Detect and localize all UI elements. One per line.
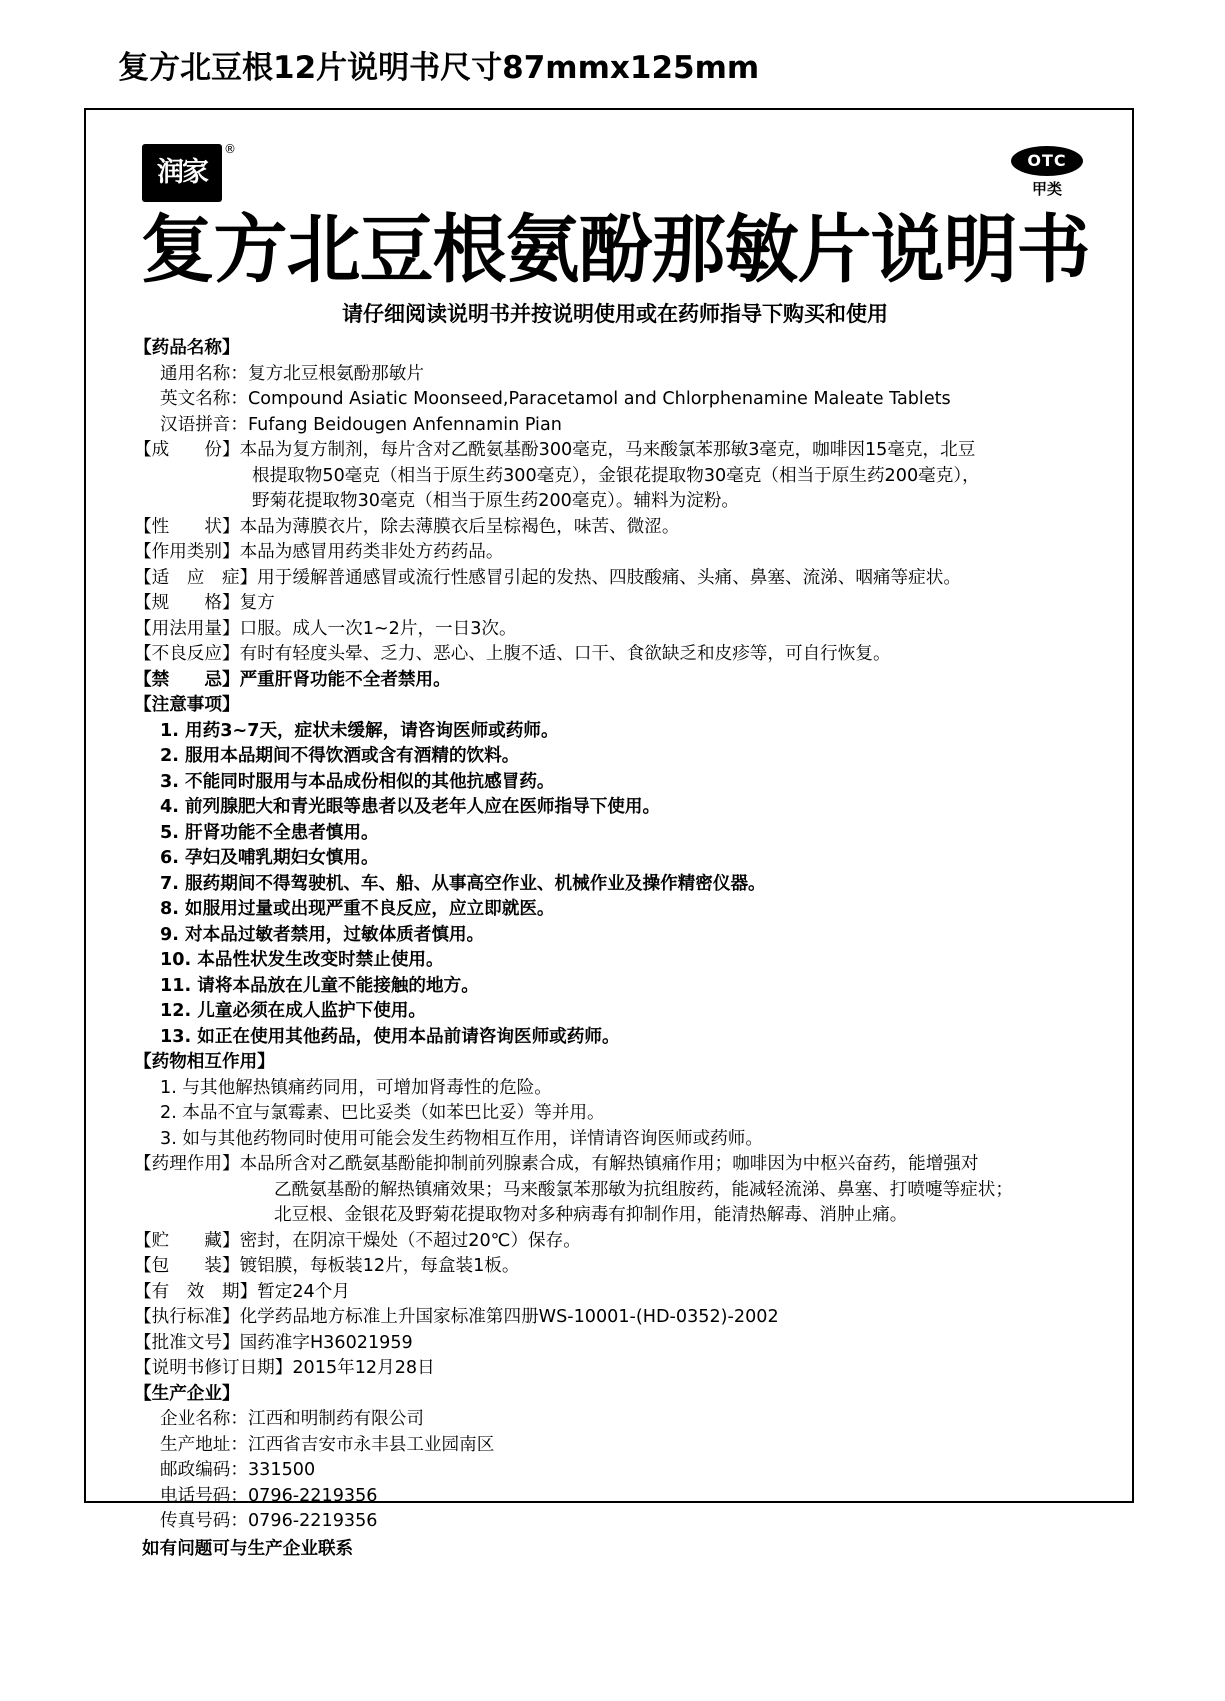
pinyin-value: Fufang Beidougen Anfennamin Pian <box>247 414 562 435</box>
section-manufacturer-head: 【生产企业】 <box>134 1383 240 1404</box>
row-storage <box>134 1229 1096 1255</box>
brand-logo: 润家 <box>142 144 222 202</box>
validity-label: 【有 效 期】 <box>134 1281 258 1302</box>
revision-label: 【说明书修订日期】 <box>134 1358 293 1378</box>
spec-label: 【规 格】 <box>134 593 240 613</box>
section-interaction-head: 【药物相互作用】 <box>134 1052 275 1072</box>
company-fax-value: 0796-2219356 <box>247 1511 378 1531</box>
company-name-value: 江西和明制药有限公司 <box>247 1409 424 1429</box>
pinyin-label: 汉语拼音： <box>160 414 248 435</box>
row-company-zip <box>134 1458 1096 1484</box>
interaction-item: 2. 本品不宜与氯霉素、巴比妥类（如苯巴比妥）等并用。 <box>160 1103 605 1123</box>
row-contraindication <box>134 668 1096 694</box>
note-item: 13. 如正在使用其他药品，使用本品前请咨询医师或药师。 <box>160 1026 620 1047</box>
row-indication <box>134 566 1096 592</box>
note-item: 5. 肝肾功能不全患者慎用。 <box>160 822 379 843</box>
note-item: 4. 前列腺肥大和青光眼等患者以及老年人应在医师指导下使用。 <box>160 797 661 817</box>
property-value: 本品为薄膜衣片，除去薄膜衣后呈棕褐色，味苦、微涩。 <box>239 516 680 537</box>
english-name-value: Compound Asiatic Moonseed,Paracetamol and Chlorphenamine Maleate Tablets <box>247 389 951 409</box>
pharmacology-line-1: 本品所含对乙酰氨基酚能抑制前列腺素合成，有解热镇痛作用；咖啡因为中枢兴奋药，能增强对 <box>239 1154 979 1174</box>
property-label: 【性 状】 <box>134 516 240 537</box>
company-tel-label: 电话号码： <box>160 1485 248 1506</box>
pharmacology-line-3: 北豆根、金银花及野菊花提取物对多种病毒有抑制作用，能清热解毒、消肿止痛。 <box>274 1205 908 1225</box>
ingredients-line-3: 野菊花提取物30毫克（相当于原生药200毫克）。辅料为淀粉。 <box>252 491 740 511</box>
otc-badge <box>1004 146 1090 199</box>
company-address-label: 生产地址： <box>160 1434 248 1455</box>
leaflet-title: 复方北豆根氨酚那敏片说明书 <box>140 207 1090 293</box>
category-label: 【作用类别】 <box>134 542 240 562</box>
package-label: 【包 装】 <box>134 1256 240 1276</box>
note-item: 3. 不能同时服用与本品成份相似的其他抗感冒药。 <box>160 771 555 792</box>
row-adverse <box>134 642 1096 668</box>
row-dosage <box>134 617 1096 643</box>
brand-row <box>134 142 1096 214</box>
row-company-name <box>134 1407 1096 1433</box>
approval-label: 【批准文号】 <box>134 1332 240 1353</box>
contact-note: 如有问题可与生产企业联系 <box>142 1538 354 1559</box>
standard-value: 化学药品地方标准上升国家标准第四册WS-10001-(HD-0352)-2002 <box>239 1307 779 1327</box>
ingredients-line-2: 根提取物50毫克（相当于原生药300毫克），金银花提取物30毫克（相当于原生药200毫克）， <box>252 465 980 486</box>
row-company-fax <box>134 1509 1096 1535</box>
company-fax-label: 传真号码： <box>160 1511 248 1531</box>
leaflet-content <box>134 142 1096 1559</box>
row-standard <box>134 1305 1096 1331</box>
note-item: 2. 服用本品期间不得饮酒或含有酒精的饮料。 <box>160 746 520 766</box>
page-heading: 复方北豆根12片说明书尺寸87mmx125mm <box>118 50 760 86</box>
pharmacology-line-2: 乙酰氨基酚的解热镇痛效果；马来酸氯苯那敏为抗组胺药，能减轻流涕、鼻塞、打喷嚏等症状； <box>274 1179 1013 1200</box>
company-zip-value: 331500 <box>247 1460 316 1480</box>
leaflet-subtitle: 请仔细阅读说明书并按说明使用或在药师指导下购买和使用 <box>342 302 888 326</box>
pharmacology-label: 【药理作用】 <box>134 1154 240 1174</box>
storage-label: 【贮 藏】 <box>134 1230 240 1251</box>
generic-name-value: 复方北豆根氨酚那敏片 <box>247 363 424 384</box>
validity-value: 暂定24个月 <box>257 1281 350 1302</box>
section-drug-name-head: 【药品名称】 <box>134 338 240 358</box>
approval-value: 国药准字H36021959 <box>239 1332 413 1353</box>
dosage-value: 口服。成人一次1~2片，一日3次。 <box>239 618 517 639</box>
medicine-leaflet <box>84 108 1134 1559</box>
leaflet-body <box>134 336 1096 1562</box>
row-spec <box>134 591 1096 617</box>
ingredients-line-1: 本品为复方制剂，每片含对乙酰氨基酚300毫克，马来酸氯苯那敏3毫克，咖啡因15毫克，北豆 <box>239 440 976 460</box>
revision-value: 2015年12月28日 <box>292 1358 435 1378</box>
row-english-name <box>134 387 1096 413</box>
dosage-label: 【用法用量】 <box>134 618 240 639</box>
interaction-item: 3. 如与其他药物同时使用可能会发生药物相互作用，详情请咨询医师或药师。 <box>160 1128 763 1149</box>
note-item: 9. 对本品过敏者禁用，过敏体质者慎用。 <box>160 924 485 945</box>
note-item: 11. 请将本品放在儿童不能接触的地方。 <box>160 975 479 996</box>
row-property <box>134 515 1096 541</box>
category-value: 本品为感冒用药类非处方药药品。 <box>239 542 504 562</box>
company-zip-label: 邮政编码： <box>160 1460 248 1480</box>
note-item: 7. 服药期间不得驾驶机、车、船、从事高空作业、机械作业及操作精密仪器。 <box>160 873 766 894</box>
standard-label: 【执行标准】 <box>134 1307 240 1327</box>
ingredients-label: 【成 份】 <box>134 440 240 460</box>
contraindication-value: 严重肝肾功能不全者禁用。 <box>239 669 451 690</box>
generic-name-label: 通用名称： <box>160 363 248 384</box>
company-address-value: 江西省吉安市永丰县工业园南区 <box>247 1434 495 1455</box>
row-pinyin-name <box>134 413 1096 439</box>
note-item: 8. 如服用过量或出现严重不良反应，应立即就医。 <box>160 899 555 919</box>
english-name-label: 英文名称： <box>160 389 248 409</box>
otc-label: OTC <box>1011 146 1083 176</box>
company-tel-value: 0796-2219356 <box>247 1485 378 1506</box>
interaction-item: 1. 与其他解热镇痛药同用，可增加肾毒性的危险。 <box>160 1077 552 1098</box>
registered-mark-icon: ® <box>224 142 236 156</box>
otc-class-label: 甲类 <box>1031 180 1062 198</box>
row-company-tel <box>134 1484 1096 1510</box>
row-generic-name <box>134 362 1096 388</box>
adverse-label: 【不良反应】 <box>134 644 240 664</box>
row-pharmacology <box>134 1152 1096 1178</box>
row-revision <box>134 1356 1096 1382</box>
package-value: 镀铝膜，每板装12片，每盒装1板。 <box>239 1256 520 1276</box>
adverse-value: 有时有轻度头晕、乏力、恶心、上腹不适、口干、食欲缺乏和皮疹等，可自行恢复。 <box>239 644 891 664</box>
contraindication-label: 【禁 忌】 <box>134 669 240 690</box>
row-approval <box>134 1331 1096 1357</box>
section-notes-head: 【注意事项】 <box>134 695 240 715</box>
row-category <box>134 540 1096 566</box>
row-ingredients <box>134 438 1096 464</box>
company-name-label: 企业名称： <box>160 1409 248 1429</box>
note-item: 10. 本品性状发生改变时禁止使用。 <box>160 950 444 970</box>
note-item: 6. 孕妇及哺乳期妇女慎用。 <box>160 848 379 868</box>
spec-value: 复方 <box>239 593 275 613</box>
note-item: 12. 儿童必须在成人监护下使用。 <box>160 1001 427 1021</box>
note-item: 1. 用药3~7天，症状未缓解，请咨询医师或药师。 <box>160 720 559 741</box>
row-company-address <box>134 1433 1096 1459</box>
storage-value: 密封，在阴凉干燥处（不超过20℃）保存。 <box>239 1230 581 1251</box>
indication-value: 用于缓解普通感冒或流行性感冒引起的发热、四肢酸痛、头痛、鼻塞、流涕、咽痛等症状。 <box>257 567 961 588</box>
row-validity <box>134 1280 1096 1306</box>
indication-label: 【适 应 症】 <box>134 567 258 588</box>
row-package <box>134 1254 1096 1280</box>
